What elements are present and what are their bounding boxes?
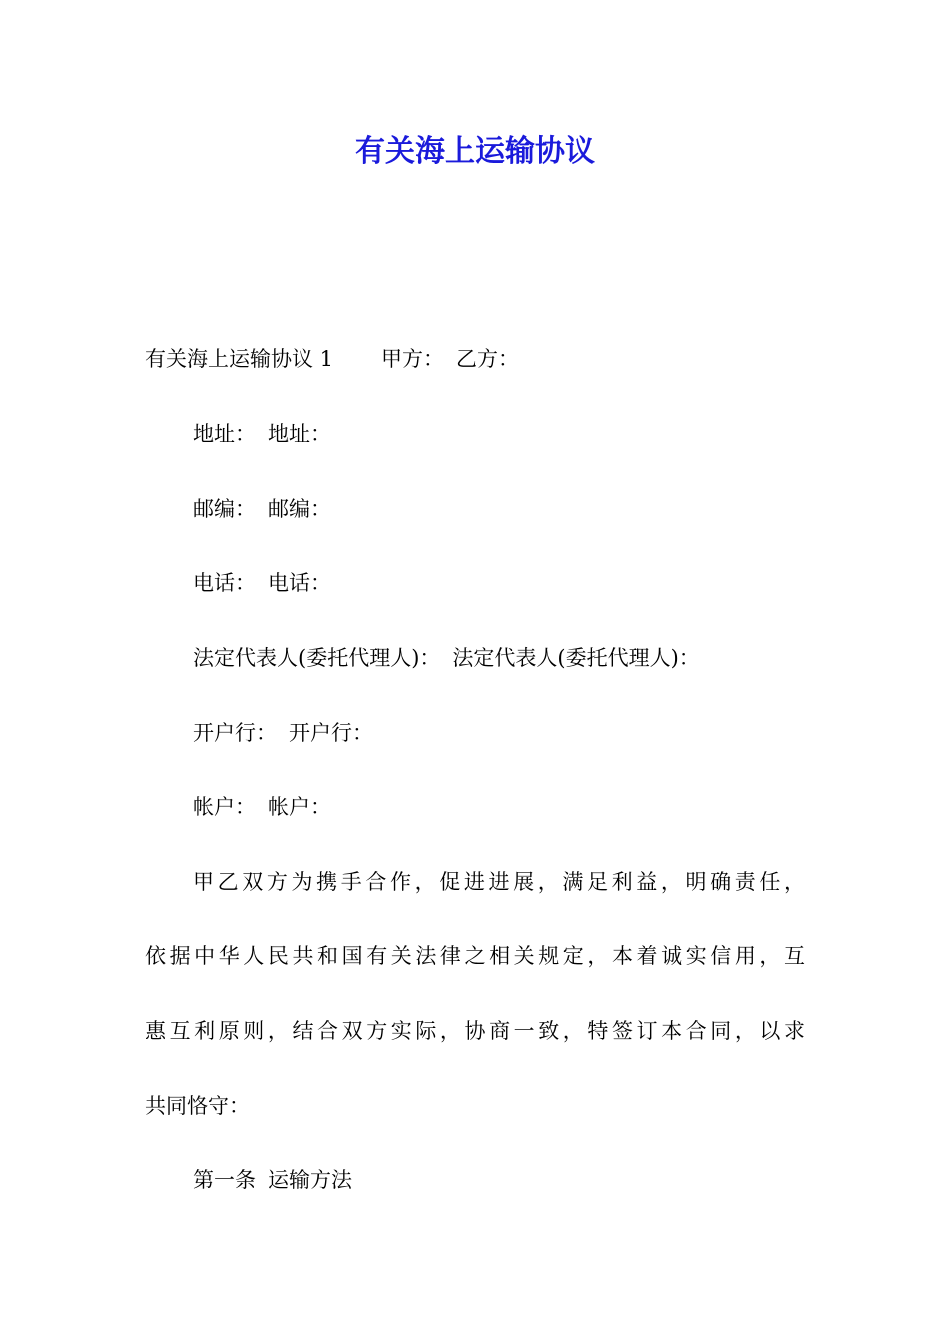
- field-address-b: 地址：: [268, 422, 331, 446]
- party-b-label: 乙方：: [456, 347, 520, 371]
- field-bank: [193, 718, 373, 748]
- field-phone: [193, 568, 331, 598]
- field-postcode-a: 邮编：: [193, 497, 256, 521]
- paragraph-line-1: 甲乙双方为携手合作，促进进展，满足利益，明确责任，: [193, 870, 805, 894]
- paragraph-line-3: 惠互利原则，结合双方实际，协商一致，特签订本合同，以求: [145, 1019, 805, 1043]
- article-1-number: 第一条: [193, 1168, 256, 1192]
- field-address-a: 地址：: [193, 422, 256, 446]
- heading-line: [145, 344, 519, 374]
- heading-prefix: 有关海上运输协议 1: [145, 347, 334, 371]
- field-account-b: 帐户：: [268, 795, 331, 819]
- document-title: 有关海上运输协议: [355, 134, 595, 169]
- field-bank-b: 开户行：: [289, 721, 373, 745]
- paragraph-line-2: 依据中华人民共和国有关法律之相关规定，本着诚实信用，互: [145, 944, 805, 968]
- field-legal-rep-b: 法定代表人(委托代理人)：: [452, 646, 700, 670]
- article-1-heading: [193, 1165, 352, 1195]
- field-bank-a: 开户行：: [193, 721, 277, 745]
- field-phone-a: 电话：: [193, 571, 256, 595]
- field-legal-rep-a: 法定代表人(委托代理人)：: [193, 646, 441, 670]
- paragraph-line-4: 共同恪守：: [145, 1094, 250, 1118]
- field-postcode-b: 邮编：: [268, 497, 331, 521]
- field-address: [193, 419, 331, 449]
- party-a-label: 甲方：: [381, 347, 445, 371]
- field-postcode: [193, 494, 331, 524]
- field-account: [193, 792, 331, 822]
- field-account-a: 帐户：: [193, 795, 256, 819]
- field-phone-b: 电话：: [268, 571, 331, 595]
- field-legal-rep: [193, 643, 700, 673]
- article-1-title: 运输方法: [268, 1168, 352, 1192]
